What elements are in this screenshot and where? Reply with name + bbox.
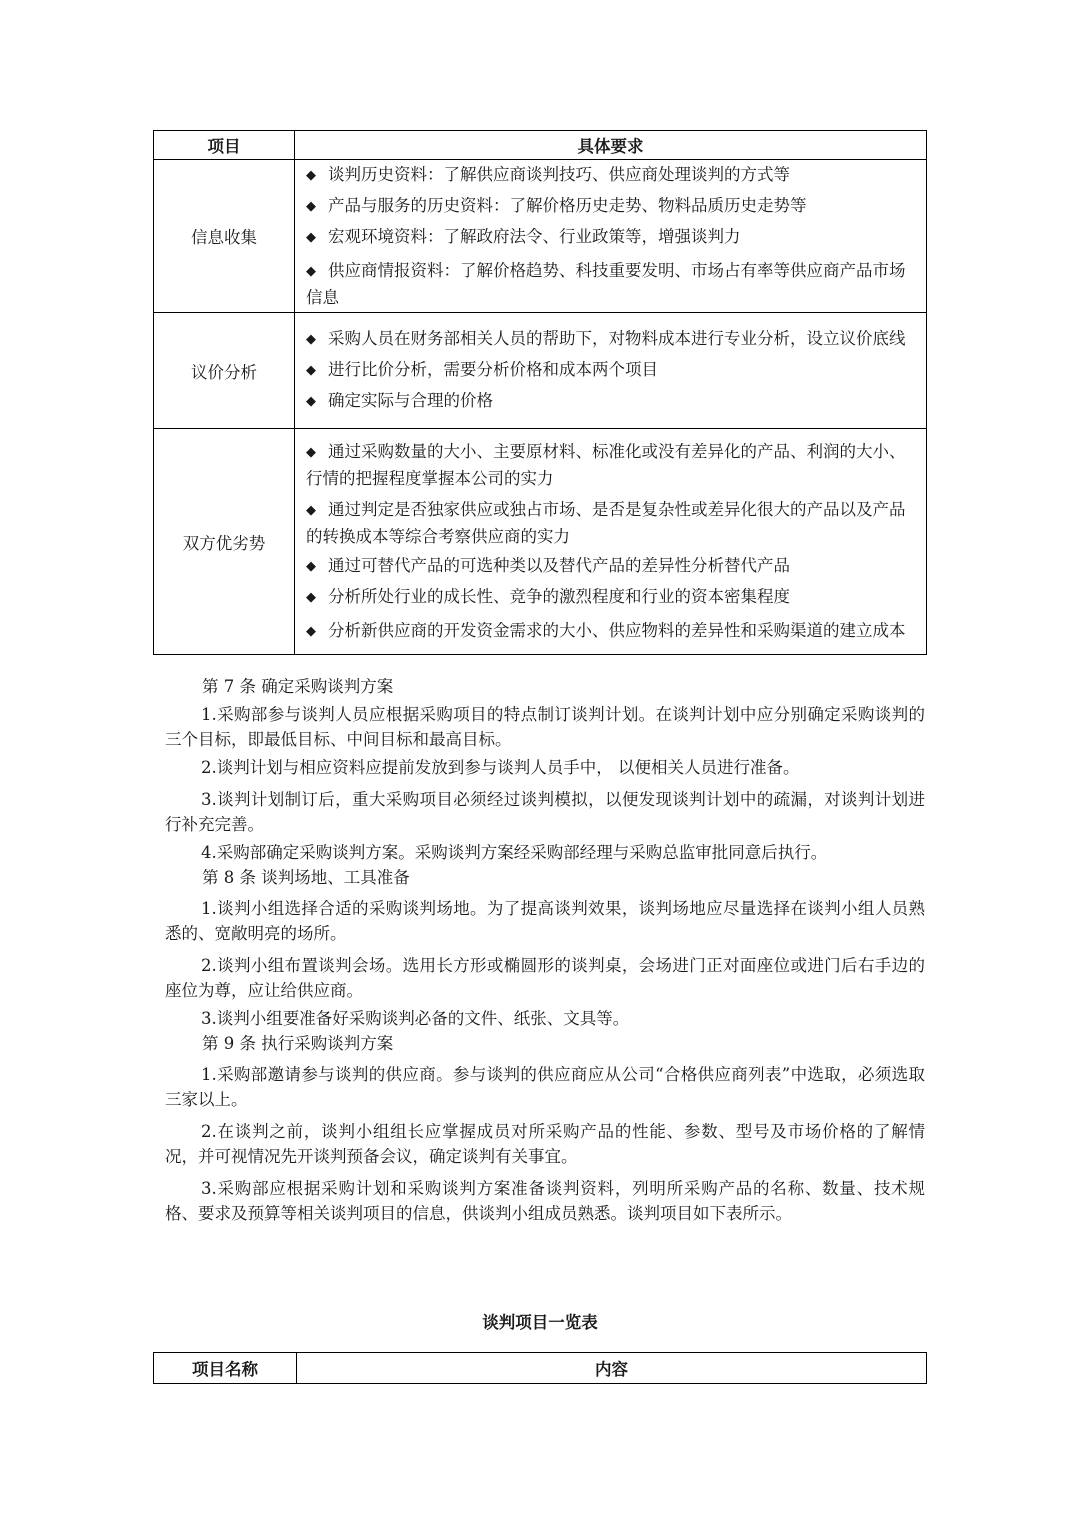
header-cell-item-name: 项目名称 (154, 1353, 297, 1384)
diamond-bullet-icon: ◆ (306, 363, 316, 378)
list-item: ◆ 供应商情报资料：了解价格趋势、科技重要发明、市场占有率等供应商产品市场信息 (306, 261, 906, 307)
article-8-title: 第 8 条 谈判场地、工具准备 (202, 868, 410, 887)
table-header-row (154, 1353, 927, 1384)
article-7-section (165, 674, 925, 1226)
list-item: ◆ 采购人员在财务部相关人员的帮助下，对物料成本进行专业分析，设立议价底线 (306, 329, 906, 348)
negotiation-items-table (153, 1352, 927, 1384)
diamond-bullet-icon: ◆ (306, 444, 316, 460)
diamond-bullet-icon: ◆ (306, 168, 316, 183)
diamond-bullet-icon: ◆ (306, 623, 316, 639)
list-item: ◆ 产品与服务的历史资料：了解价格历史走势、物料品质历史走势等 (306, 196, 807, 215)
list-item: ◆ 谈判历史资料：了解供应商谈判技巧、供应商处理谈判的方式等 (306, 165, 790, 184)
paragraph: 2.在谈判之前，谈判小组组长应掌握成员对所采购产品的性能、参数、型号及市场价格的了解情况，并可视情况先开谈判预备会议，确定谈判有关事宜。 (165, 1122, 925, 1166)
list-item: ◆ 通过采购数量的大小、主要原材料、标准化或没有差异化的产品、利润的大小、行情的把握程度掌握本公司的实力 (306, 441, 906, 488)
paragraph: 2.谈判计划与相应资料应提前发放到参与谈判人员手中， 以便相关人员进行准备。 (201, 758, 800, 777)
header-cell-content: 内容 (297, 1353, 927, 1384)
list-item: ◆ 进行比价分析，需要分析价格和成本两个项目 (306, 360, 658, 379)
list-item: ◆ 确定实际与合理的价格 (306, 391, 493, 410)
row-name: 双方优劣势 (154, 429, 295, 655)
paragraph: 3.采购部应根据采购计划和采购谈判方案准备谈判资料，列明所采购产品的名称、数量、技术规格、要求及预算等相关谈判项目的信息，供谈判小组成员熟悉。谈判项目如下表所示。 (165, 1179, 925, 1223)
article-9-title: 第 9 条 执行采购谈判方案 (202, 1034, 394, 1053)
table-2-title: 谈判项目一览表 (482, 1313, 598, 1332)
list-item: ◆ 宏观环境资料：了解政府法令、行业政策等，增强谈判力 (306, 227, 741, 246)
row-name: 信息收集 (154, 160, 295, 313)
diamond-bullet-icon: ◆ (306, 332, 316, 347)
paragraph: 3.谈判计划制订后，重大采购项目必须经过谈判模拟，以便发现谈判计划中的疏漏，对谈判计划进行补充完善。 (165, 790, 925, 834)
diamond-bullet-icon: ◆ (306, 589, 316, 605)
paragraph: 1.谈判小组选择合适的采购谈判场地。为了提高谈判效果，谈判场地应尽量选择在谈判小组人员熟悉的、宽敞明亮的场所。 (165, 899, 925, 943)
diamond-bullet-icon: ◆ (306, 394, 316, 409)
table-row (154, 160, 927, 313)
diamond-bullet-icon: ◆ (306, 502, 316, 518)
diamond-bullet-icon: ◆ (306, 558, 316, 574)
paragraph: 1.采购部参与谈判人员应根据采购项目的特点制订谈判计划。在谈判计划中应分别确定采购谈判的三个目标，即最低目标、中间目标和最高目标。 (165, 705, 925, 749)
paragraph: 3.谈判小组要准备好采购谈判必备的文件、纸张、文具等。 (201, 1009, 630, 1028)
paragraph: 4.采购部确定采购谈判方案。采购谈判方案经采购部经理与采购总监审批同意后执行。 (201, 843, 828, 862)
article-7-title: 第 7 条 确定采购谈判方案 (202, 677, 394, 696)
list-item: ◆ 分析新供应商的开发资金需求的大小、供应物料的差异性和采购渠道的建立成本 (306, 620, 906, 640)
table-row (154, 429, 927, 655)
diamond-bullet-icon: ◆ (306, 199, 316, 214)
diamond-bullet-icon: ◆ (306, 264, 316, 279)
paragraph: 2.谈判小组布置谈判会场。选用长方形或椭圆形的谈判桌，会场进门正对面座位或进门后右手边的座位为尊，应让给供应商。 (165, 956, 925, 1000)
table-row (154, 313, 927, 429)
list-item: ◆ 通过判定是否独家供应或独占市场、是否是复杂性或差异化很大的产品以及产品的转换成本等综合考察供应商的实力 (306, 499, 906, 546)
list-item: ◆ 通过可替代产品的可选种类以及替代产品的差异性分析替代产品 (306, 555, 790, 575)
header-cell-item: 项目 (154, 131, 295, 160)
list-item: ◆ 分析所处行业的成长性、竞争的激烈程度和行业的资本密集程度 (306, 586, 790, 606)
table-header-row (154, 131, 927, 160)
diamond-bullet-icon: ◆ (306, 230, 316, 245)
requirements-table (153, 130, 927, 655)
row-name: 议价分析 (154, 313, 295, 429)
paragraph: 1.采购部邀请参与谈判的供应商。参与谈判的供应商应从公司“合格供应商列表”中选取，必须选取三家以上。 (165, 1065, 925, 1109)
header-cell-requirements: 具体要求 (295, 131, 927, 160)
